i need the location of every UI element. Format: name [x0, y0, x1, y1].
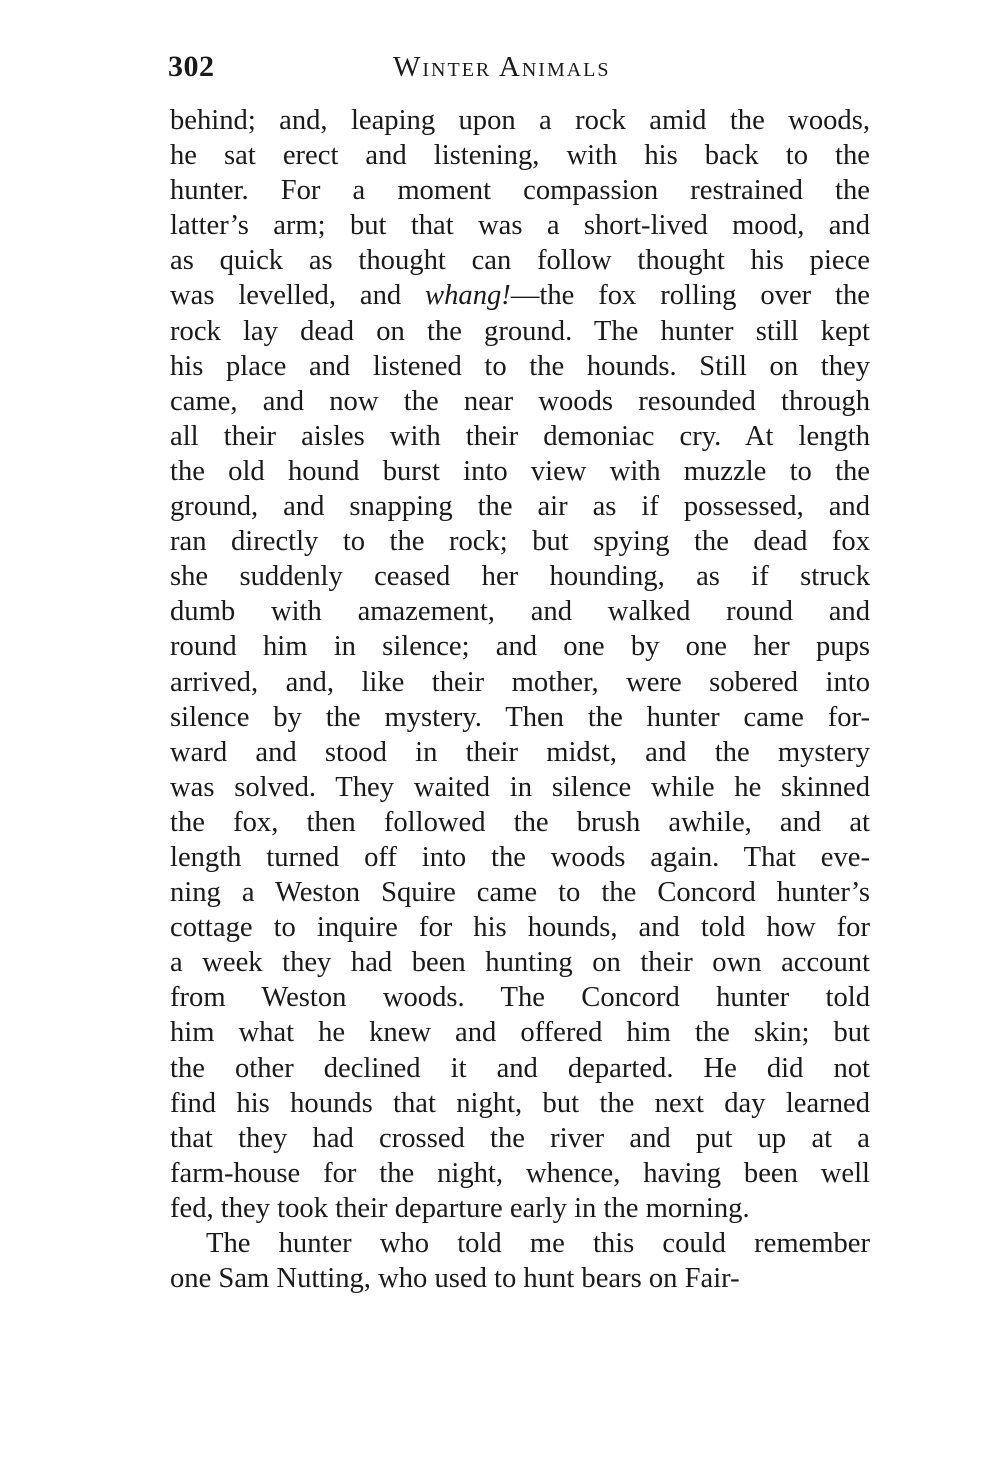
text-line: latter’s arm; but that was a short-lived mood, and [170, 210, 870, 242]
text-line: he sat erect and listening, with his back to the [170, 140, 870, 172]
text-line: rock lay dead on the ground. The hunter still kept [170, 315, 870, 347]
page-number: 302 [168, 50, 215, 83]
text-line: came, and now the near woods resounded through [170, 385, 870, 417]
text-line: ward and stood in their midst, and the mystery [170, 736, 870, 768]
running-head: Winter Animals [393, 51, 611, 83]
text-line: behind; and, leaping upon a rock amid the woods, [170, 105, 870, 136]
text-line: hunter. For a moment compassion restrained the [170, 175, 870, 207]
text-line: all their aisles with their demoniac cry. At length [170, 420, 870, 452]
text-line: cottage to inquire for his hounds, and told how for [170, 912, 870, 944]
text-line: as quick as thought can follow thought his piece [170, 245, 870, 277]
text-line: him what he knew and offered him the skin; but [170, 1017, 870, 1049]
text-line: one Sam Nutting, who used to hunt bears on Fair- [170, 1263, 740, 1295]
text-line: silence by the mystery. Then the hunter came for- [170, 701, 870, 733]
text-block [170, 103, 870, 1296]
text-line: round him in silence; and one by one her pups [170, 631, 870, 663]
text-line: The hunter who told me this could remember [206, 1228, 870, 1259]
text-line: fed, they took their departure early in the morning. [170, 1192, 750, 1224]
text-line: ning a Weston Squire came to the Concord hunter’s [170, 877, 870, 909]
text-line: length turned off into the woods again. That eve- [170, 841, 870, 873]
text-line: she suddenly ceased her hounding, as if struck [170, 561, 870, 593]
text-line: the old hound burst into view with muzzle to the [170, 455, 870, 487]
text-line: was levelled, and whang!—the fox rolling over the [170, 280, 870, 312]
text-line: ran directly to the rock; but spying the dead fox [170, 526, 870, 558]
text-line: was solved. They waited in silence while he skinned [170, 771, 870, 803]
text-line: ground, and snapping the air as if possessed, and [170, 491, 870, 523]
text-line: that they had crossed the river and put up at a [170, 1122, 870, 1154]
text-line: farm-house for the night, whence, having been well [170, 1157, 870, 1189]
text-line: arrived, and, like their mother, were sobered into [170, 666, 870, 698]
text-line: the other declined it and departed. He did not [170, 1052, 870, 1084]
text-line: dumb with amazement, and walked round and [170, 596, 870, 628]
text-line: his place and listened to the hounds. Still on they [170, 350, 870, 382]
text-line: a week they had been hunting on their own account [170, 947, 870, 979]
text-line: from Weston woods. The Concord hunter told [170, 982, 870, 1014]
text-line: find his hounds that night, but the next day learned [170, 1087, 870, 1119]
text-line: the fox, then followed the brush awhile, and at [170, 806, 870, 838]
